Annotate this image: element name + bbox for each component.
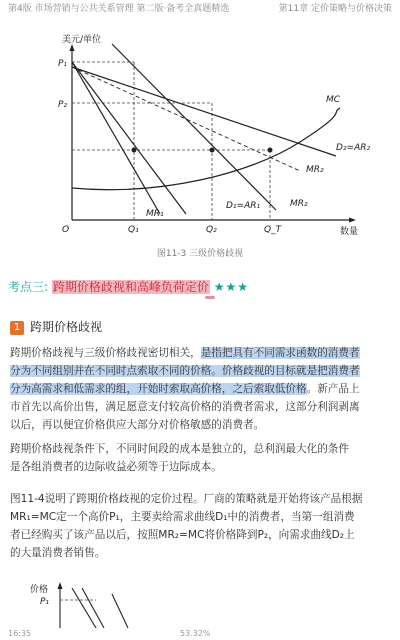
paragraph-3-line-4: 的大量消费者销售。: [10, 547, 106, 559]
section-number-badge: 1: [10, 321, 24, 335]
figure-2-partial: [0, 580, 400, 628]
mc-curve: [72, 108, 340, 190]
figure-third-degree-price-discrimination: [0, 14, 400, 244]
qt-label: Q_T: [264, 225, 282, 235]
paragraph-3-line-1: 图11-4说明了跨期价格歧视的定价过程。厂商的策略就是开始将该产品根据: [10, 493, 363, 505]
knowledge-point-heading: [8, 278, 392, 296]
highlighted-text[interactable]: 分为不同组别并在不同时点索取不同的价格。: [10, 365, 222, 377]
y-axis-label: 美元/单位: [62, 35, 102, 45]
section-heading: [10, 318, 102, 334]
paragraph-1-line-3: [10, 380, 390, 398]
p1-label: P₁: [58, 59, 68, 69]
intersection-mrt-mc: [268, 148, 273, 153]
highlighted-text[interactable]: 之后索取低价格: [232, 383, 307, 395]
paragraph-3: [10, 490, 390, 562]
d1-ar1-curve: [72, 62, 186, 214]
q2-label: Q₂: [206, 225, 217, 235]
paragraph-3-line-3: 者已经购买了该产品以后，按照MR₂=MC将价格降到P₂，向需求曲线D₂上: [10, 529, 355, 541]
p2-label: P₂: [58, 100, 68, 110]
figure-2-ylabel: 价格: [30, 585, 49, 595]
paragraph-2-line-1: 跨期价格歧视条件下，不同时间段的成本是独立的，总利润最大化的条件: [10, 443, 349, 455]
knowledge-point-tag: 考点三:: [8, 280, 49, 294]
paragraph-1-line-1: [10, 344, 390, 362]
origin-label: O: [62, 225, 70, 235]
d1-ar1-label: D₁=AR₁: [226, 201, 261, 211]
intersection-mr1-mc: [132, 148, 137, 153]
figure-2-y-axis-arrow: [58, 582, 63, 589]
intersection-mr2-mc: [210, 148, 215, 153]
figure-1-diagram: [0, 14, 400, 244]
mr1-label: MR₁: [146, 209, 164, 219]
x-axis-arrow: [349, 218, 356, 223]
highlight-marker: [205, 296, 215, 299]
paragraph-1-line-2: [10, 362, 390, 380]
d2-ar2-curve: [72, 67, 336, 156]
mr1-curve: [72, 62, 160, 214]
q1-label: Q₁: [128, 225, 139, 235]
text-segment: 跨期价格歧视与三级价格歧视密切相关，: [10, 347, 201, 359]
figure-2-diagram: [0, 580, 400, 628]
mr2-right-label: MR₂: [306, 165, 324, 175]
paragraph-1-line-5: 以后，再以便宜价格供应大部分对价格敏感的消费者。: [10, 419, 265, 431]
text-segment: 。新产品上: [306, 383, 360, 395]
mr2-lower-label: MR₂: [290, 199, 308, 209]
figure-caption: 图11-3 三级价格歧视: [156, 249, 244, 259]
header-chapter-title: 第11章 定价策略与价格决策: [278, 4, 392, 14]
paragraph-2-line-2: 是各组消费者的边际收益必须等于边际成本。: [10, 461, 222, 473]
paragraph-3-line-2: MR₁=MC定一个高价P₁，主要卖给需求曲线D₁中的消费者，当第一组消费: [10, 511, 355, 523]
section-title: 跨期价格歧视: [30, 320, 103, 334]
figure-2-p1-label: P₁: [40, 597, 50, 607]
reading-progress: 53.32%: [180, 629, 211, 638]
highlighted-text[interactable]: 是指把具有不同需求函数的消费者: [200, 347, 360, 359]
clock: 16:35: [8, 629, 32, 638]
figure-2-second-curve: [112, 594, 128, 628]
highlighted-text[interactable]: 价格歧视的目标就是把消费者: [221, 365, 360, 377]
paragraph-1: [10, 344, 390, 434]
paragraph-2: [10, 440, 390, 476]
y-axis-arrow: [70, 44, 75, 51]
header-book-title: 第4版 市场营销与公共关系管理 第二版·备考全真题精选: [8, 4, 230, 14]
status-bar: [0, 628, 400, 640]
highlighted-text[interactable]: 开始时索取高价格，: [137, 383, 233, 395]
paragraph-1-line-4: 市首先以高价出售，满足愿意支付较高价格的消费者需求，这部分利润剥离: [10, 401, 360, 413]
x-axis-label: 数量: [340, 227, 359, 237]
highlighted-text[interactable]: 分为高需求和低需求的组，: [10, 383, 138, 395]
importance-stars: ★★★: [213, 280, 249, 294]
knowledge-point-title: 跨期价格歧视和高峰负荷定价: [52, 280, 209, 294]
mc-label: MC: [326, 95, 341, 105]
top-header: [0, 0, 400, 14]
d2-ar2-label: D₂=AR₂: [336, 143, 371, 153]
